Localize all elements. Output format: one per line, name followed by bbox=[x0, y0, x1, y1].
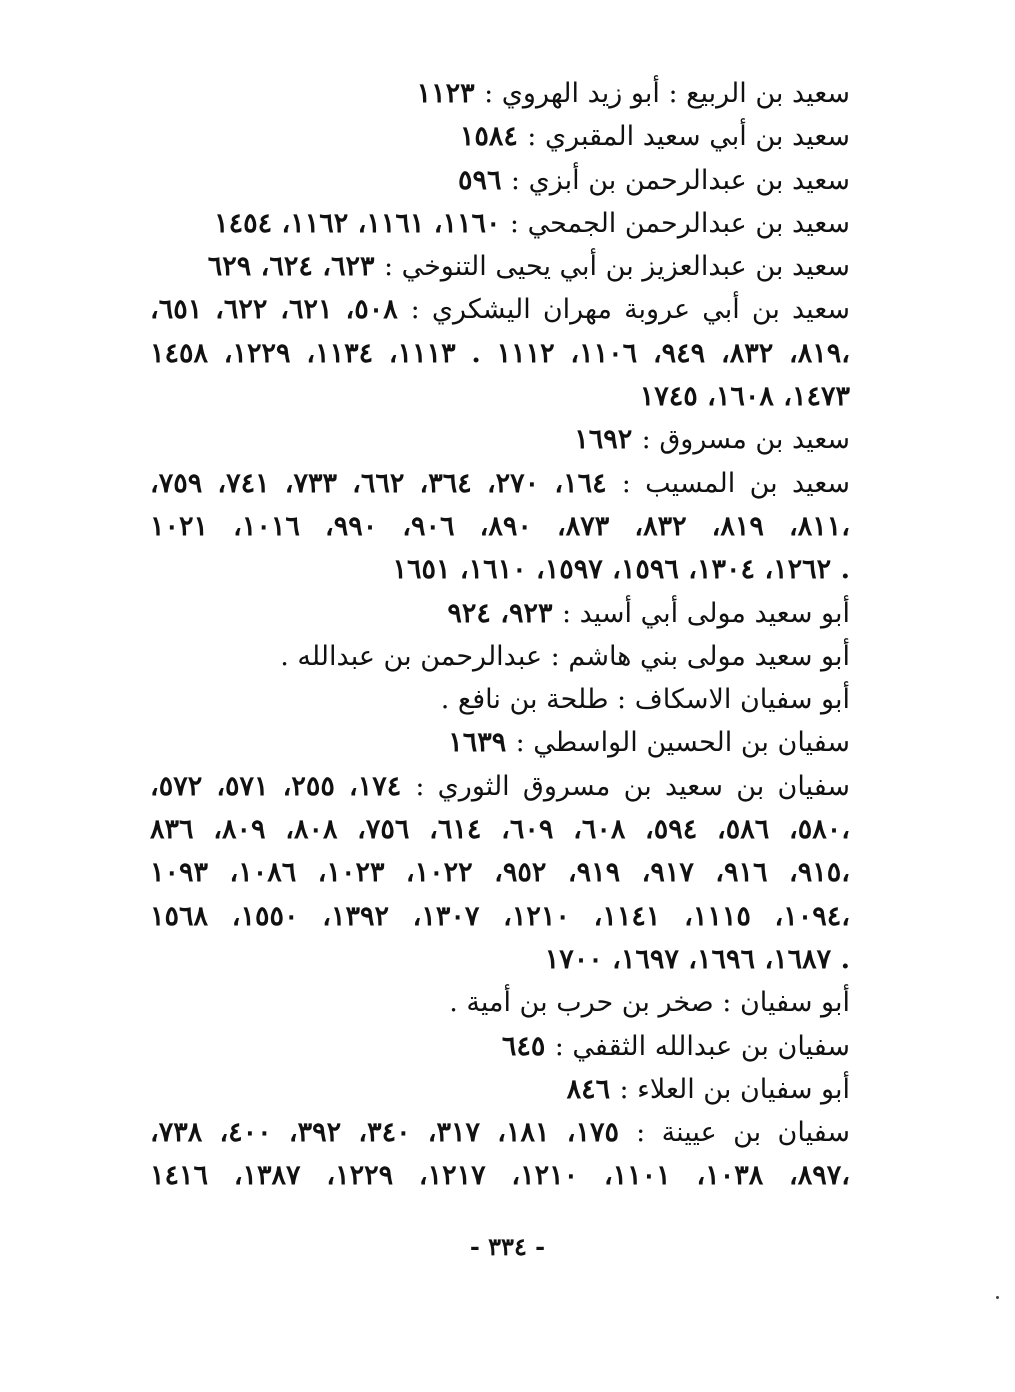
index-line bbox=[150, 1111, 850, 1154]
entry-name: سعيد بن أبي سعيد المقبري : bbox=[527, 121, 850, 153]
entry-references: ١٦٤، ٢٧٠، ٣٦٤، ٦٦٢، ٧٣٣، ٧٤١، ٧٥٩، bbox=[150, 467, 607, 499]
entry-references: ١٥٨٤ bbox=[459, 121, 528, 153]
entry-name: أبو سفيان : صخر بن حرب بن أمية . bbox=[449, 987, 850, 1019]
entry-references: ٦٤٥ bbox=[501, 1030, 555, 1062]
entry-references: ١٧٥، ١٨١، ٣١٧، ٣٤٠، ٣٩٢، ٤٠٠، ٧٣٨، bbox=[150, 1117, 619, 1149]
entry-name: سعيد بن الربيع : أبو زيد الهروي : bbox=[484, 78, 850, 109]
index-line bbox=[150, 72, 850, 115]
index-line bbox=[150, 159, 850, 202]
index-line bbox=[150, 115, 850, 158]
entry-name: سعيد بن عبدالرحمن بن أبزي : bbox=[510, 164, 850, 196]
index-line bbox=[150, 721, 850, 764]
index-line bbox=[150, 938, 850, 981]
entry-name: سفيان بن عبدالله الثقفي : bbox=[554, 1030, 850, 1062]
page-number: - ٣٣٤ - bbox=[469, 1232, 546, 1261]
entry-name: سعيد بن المسيب : bbox=[621, 467, 850, 499]
entry-name: أبو سعيد مولى أبي أسيد : bbox=[561, 597, 850, 629]
entry-references: ٥٩٦ bbox=[458, 164, 511, 196]
index-line bbox=[150, 1154, 850, 1197]
index-line bbox=[150, 808, 850, 851]
entry-references: ٨٤٦ bbox=[566, 1073, 620, 1105]
entry-references: ٥٠٨، ٦٢١، ٦٢٢، ٦٥١، bbox=[150, 294, 398, 326]
entry-references: ٨١٩، ٨٣٢، ٩٤٩، ١١٠٦، ١١١٢ . ١١١٣، ١١٣٤، ١٢٢٩، ١٤٥٨، bbox=[150, 337, 850, 369]
index-line bbox=[150, 288, 850, 331]
entry-references: ١٤٧٣، ١٦٠٨، ١٧٤٥ bbox=[639, 381, 850, 413]
entry-name: سفيان بن سعيد بن مسروق الثوري : bbox=[415, 770, 850, 802]
index-line bbox=[150, 418, 850, 461]
index-line bbox=[150, 981, 850, 1024]
index-line bbox=[150, 245, 850, 288]
entry-references: ١١٢٣ bbox=[416, 78, 485, 109]
index-line bbox=[150, 332, 850, 375]
index-line bbox=[150, 1025, 850, 1068]
index-line bbox=[150, 202, 850, 245]
entry-name: أبو سفيان الاسكاف : طلحة بن نافع . bbox=[440, 684, 850, 716]
index-line bbox=[150, 462, 850, 505]
index-line bbox=[150, 635, 850, 678]
entry-references: ٩١٥، ٩١٦، ٩١٧، ٩١٩، ٩٥٢، ١٠٢٢، ١٠٢٣، ١٠٨٦، ١٠٩٣، bbox=[150, 857, 850, 889]
entry-references: ٨١١، ٨١٩، ٨٣٢، ٨٧٣، ٨٩٠، ٩٠٦، ٩٩٠، ١٠١٦، ١٠٢١، bbox=[150, 510, 850, 542]
entry-references: ١٧٤، ٢٥٥، ٥٧١، ٥٧٢، bbox=[150, 770, 402, 802]
index-line bbox=[150, 1068, 850, 1111]
index-line bbox=[150, 678, 850, 721]
entry-name: سعيد بن عبدالعزيز بن أبي يحيى التنوخي : bbox=[383, 251, 850, 283]
entry-references: ١٦٣٩ bbox=[448, 727, 516, 759]
entry-references: ١٠٩٤، ١١١٥، ١١٤١، ١٢١٠، ١٣٠٧، ١٣٩٢، ١٥٥٠، ١٥٦٨، bbox=[150, 900, 850, 932]
entry-references: ١٦٨٧، ١٦٩٦، ١٦٩٧، ١٧٠٠ . bbox=[544, 943, 850, 975]
entry-references: ٩٢٣، ٩٢٤ bbox=[447, 597, 562, 629]
index-line bbox=[150, 505, 850, 548]
index-entries bbox=[150, 72, 850, 1198]
index-line bbox=[150, 375, 850, 418]
entry-name: سعيد بن عبدالرحمن الجمحي : bbox=[509, 207, 850, 239]
entry-name: أبو سفيان بن العلاء : bbox=[619, 1073, 850, 1105]
entry-references: ٨٩٧، ١٠٣٨، ١١٠١، ١٢١٠، ١٢١٧، ١٢٢٩، ١٣٨٧، ١٤١٦، bbox=[150, 1160, 850, 1192]
index-line bbox=[150, 851, 850, 894]
entry-name: سفيان بن الحسين الواسطي : bbox=[515, 727, 850, 759]
entry-name: أبو سعيد مولى بني هاشم : عبدالرحمن بن عبدالله . bbox=[280, 640, 850, 672]
entry-references: ٦٢٣، ٦٢٤، ٦٢٩ bbox=[207, 251, 384, 283]
index-line bbox=[150, 592, 850, 635]
index-line bbox=[150, 548, 850, 591]
index-line bbox=[150, 895, 850, 938]
entry-references: ١١٦٠، ١١٦١، ١١٦٢، ١٤٥٤ bbox=[214, 207, 510, 239]
entry-references: ١٢٦٢، ١٣٠٤، ١٥٩٦، ١٥٩٧، ١٦١٠، ١٦٥١ . bbox=[392, 554, 850, 586]
entry-references: ١٦٩٢ bbox=[574, 424, 642, 456]
entry-name: سفيان بن عيينة : bbox=[636, 1117, 850, 1149]
index-line bbox=[150, 765, 850, 808]
entry-name: سعيد بن أبي عروبة مهران اليشكري : bbox=[410, 294, 850, 326]
scan-speck bbox=[996, 1296, 999, 1299]
entry-name: سعيد بن مسروق : bbox=[641, 424, 850, 456]
entry-references: ٥٨٠، ٥٨٦، ٥٩٤، ٦٠٨، ٦٠٩، ٦١٤، ٧٥٦، ٨٠٨، ٨٠٩، ٨٣٦، bbox=[150, 814, 850, 846]
